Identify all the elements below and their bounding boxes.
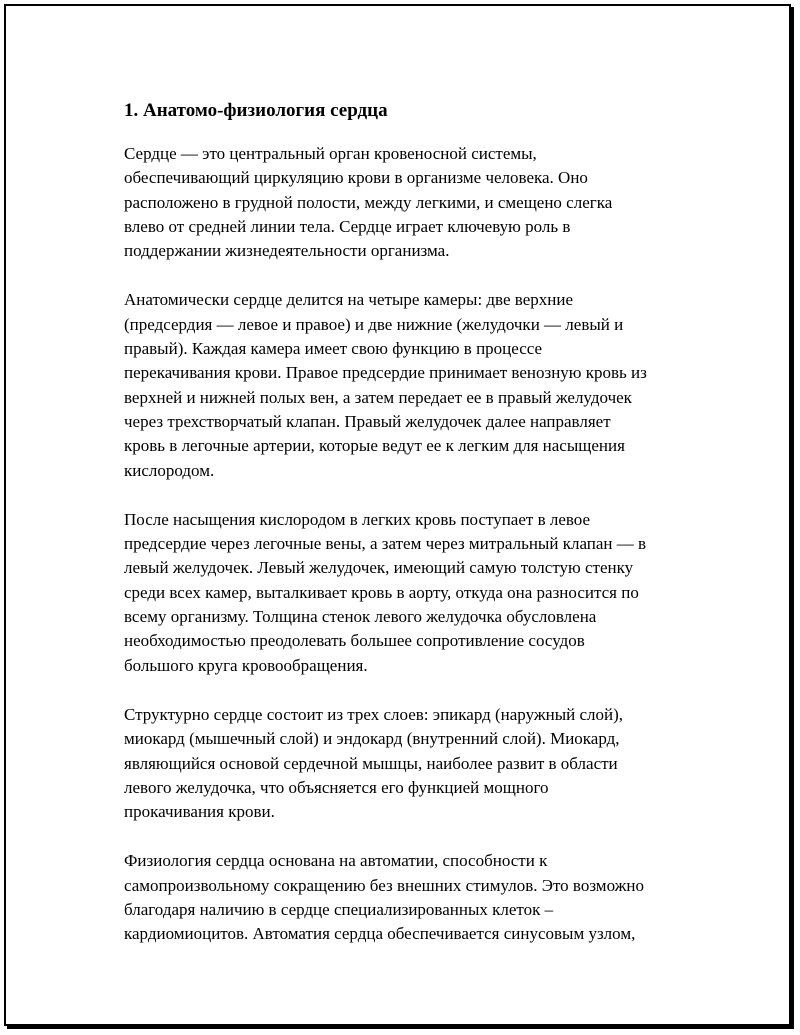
paragraph <box>124 849 694 946</box>
paragraph <box>124 288 694 482</box>
text-line: кислородом. <box>124 460 215 480</box>
text-line: самопроизвольному сокращению без внешних стимулов. Это возможно <box>124 875 644 895</box>
text-line: верхней и нижней полых вен, а затем передает ее в правый желудочек <box>124 387 632 407</box>
text-line: обеспечивающий циркуляцию крови в организме человека. Оно <box>124 168 588 188</box>
text-line: благодаря наличию в сердце специализированных клеток – <box>124 900 554 920</box>
paragraph <box>124 142 694 263</box>
text-line: перекачивания крови. Правое предсердие принимает венозную кровь из <box>124 363 647 383</box>
paragraph <box>124 703 694 824</box>
text-line: влево от средней линии тела. Сердце играет ключевую роль в <box>124 216 571 236</box>
text-line: Физиология сердца основана на автоматии, способности к <box>124 851 548 871</box>
text-line: всему организму. Толщина стенок левого желудочка обусловлена <box>124 607 597 627</box>
text-line: являющийся основой сердечной мышцы, наиболее развит в области <box>124 753 618 773</box>
text-line: левый желудочек. Левый желудочек, имеющий самую толстую стенку <box>124 558 634 578</box>
text-line: поддержании жизнедеятельности организма. <box>124 241 450 261</box>
text-line: левого желудочка, что объясняется его функцией мощного <box>124 777 549 797</box>
text-line: Сердце — это центральный орган кровеносной системы, <box>124 144 537 163</box>
text-line: большого круга кровообращения. <box>124 655 368 675</box>
text-line: Анатомически сердце делится на четыре камеры: две верхние <box>124 290 573 310</box>
section-heading: 1. Анатомо-физиология сердца <box>124 100 388 121</box>
text-line: миокард (мышечный слой) и эндокард (внутренний слой). Миокард, <box>124 729 620 749</box>
page-frame <box>4 4 791 1026</box>
text-line: кровь в легочные артерии, которые ведут ее к легким для насыщения <box>124 436 625 456</box>
text-line: После насыщения кислородом в легких кровь поступает в левое <box>124 509 591 529</box>
text-line: необходимостью преодолевать большее сопротивление сосудов <box>124 631 585 651</box>
text-line: предсердие через легочные вены, а затем через митральный клапан — в <box>124 534 647 554</box>
text-line: через трехстворчатый клапан. Правый желудочек далее направляет <box>124 411 611 431</box>
document-body <box>124 98 694 947</box>
text-line: кардиомиоцитов. Автоматия сердца обеспечивается синусовым узлом, <box>124 924 636 944</box>
paragraph <box>124 508 694 678</box>
text-line: (предсердия — левое и правое) и две нижние (желудочки — левый и <box>124 314 624 334</box>
paragraph-list <box>124 142 694 947</box>
text-line: Структурно сердце состоит из трех слоев: эпикард (наружный слой), <box>124 704 624 724</box>
text-line: прокачивания крови. <box>124 802 275 822</box>
text-line: правый). Каждая камера имеет свою функцию в процессе <box>124 339 543 359</box>
text-line: расположено в грудной полости, между легкими, и смещено слегка <box>124 192 613 212</box>
text-line: среди всех камер, выталкивает кровь в аорту, откуда она разносится по <box>124 582 639 602</box>
